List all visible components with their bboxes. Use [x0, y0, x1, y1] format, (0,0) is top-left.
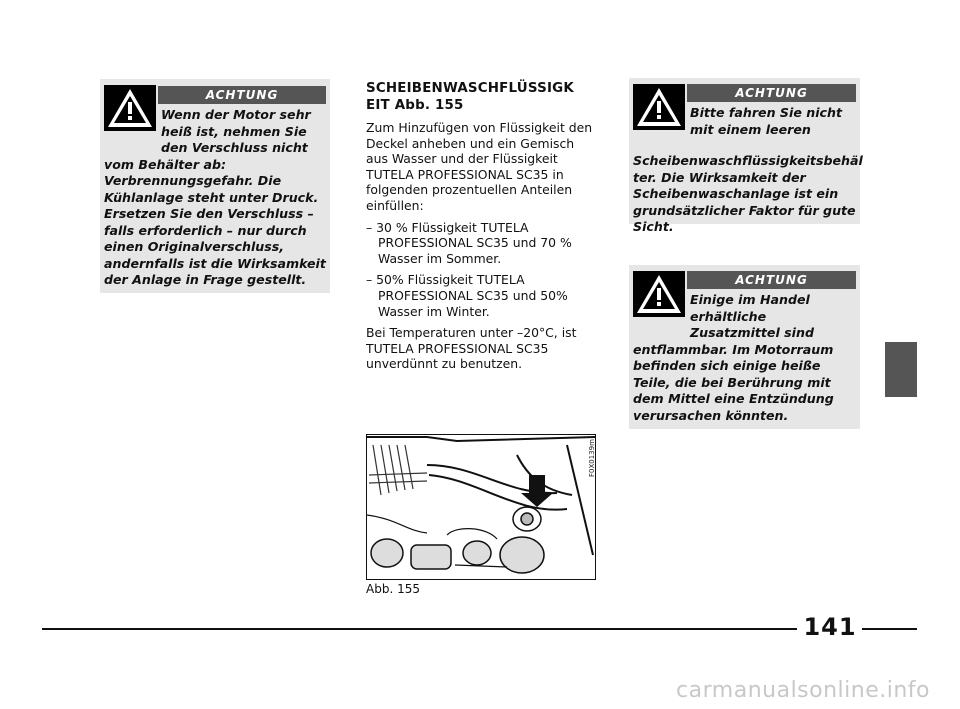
engine-bay-figure [366, 434, 596, 580]
chapter-tab [885, 342, 917, 397]
warning-box-cooling [100, 79, 330, 293]
achtung-label: ACHTUNG [158, 86, 326, 104]
section-intro: Zum Hinzufügen von Flüssigkeit den Deckel anheben und ein Gemisch aus Wasser und der Flüssigkeit TUTELA PROFESSIONAL SC35 in folgenden prozentuellen Anteilen einfüllen: [366, 120, 593, 213]
warning-text: Bitte fahren Sie nicht mit einem leeren Scheibenwaschflüssigkeitsbehäl ter. Die Wirksamkeit der Scheibenwaschanlage ist ein grundsätzlicher Faktor für gute Sicht. [633, 105, 863, 234]
figure-caption: Abb. 155 [366, 582, 420, 596]
engine-bay-illustration [367, 435, 595, 579]
warning-box-empty-reservoir [629, 78, 863, 234]
footer-rule [862, 628, 917, 630]
warning-text: Einige im Handel erhältliche Zusatzmittel sind entflammbar. Im Motorraum befinden sich einige heiße Teile, die bei Berührung mit dem Mittel eine Entzündung verursachen könnten. [633, 292, 834, 423]
achtung-label: ACHTUNG [687, 84, 856, 102]
section-outro: Bei Temperaturen unter –20°C, ist TUTELA PROFESSIONAL SC35 unverdünnt zu benutzen. [366, 325, 577, 372]
figure-code: F0X0139m [588, 439, 596, 477]
list-item: – 50% Flüssigkeit TUTELA PROFESSIONAL SC35 und 50% Wasser im Winter. [366, 272, 568, 319]
footer-rule [42, 628, 797, 630]
warning-text: Wenn der Motor sehr heiß ist, nehmen Sie den Verschluss nicht vom Behälter ab: Verbrennungsgefahr. Die Kühlanlage steht unter Druck. Ersetzen Sie den Verschluss – falls erforderlich – nur durch einen Originalverschluss, andernfalls ist die Wirksamkeit der Anlage in Frage gestellt. [104, 107, 326, 287]
page-number: 141 [803, 613, 857, 641]
section-title: SCHEIBENWASCHFLÜSSIGK EIT Abb. 155 [366, 81, 574, 113]
achtung-label: ACHTUNG [687, 271, 856, 289]
list-item: – 30 % Flüssigkeit TUTELA PROFESSIONAL SC35 und 70 % Wasser im Sommer. [366, 219, 572, 266]
watermark: carmanualsonline.info [676, 678, 930, 703]
warning-box-flammable-additives [629, 265, 860, 429]
washer-fluid-section [366, 80, 594, 378]
